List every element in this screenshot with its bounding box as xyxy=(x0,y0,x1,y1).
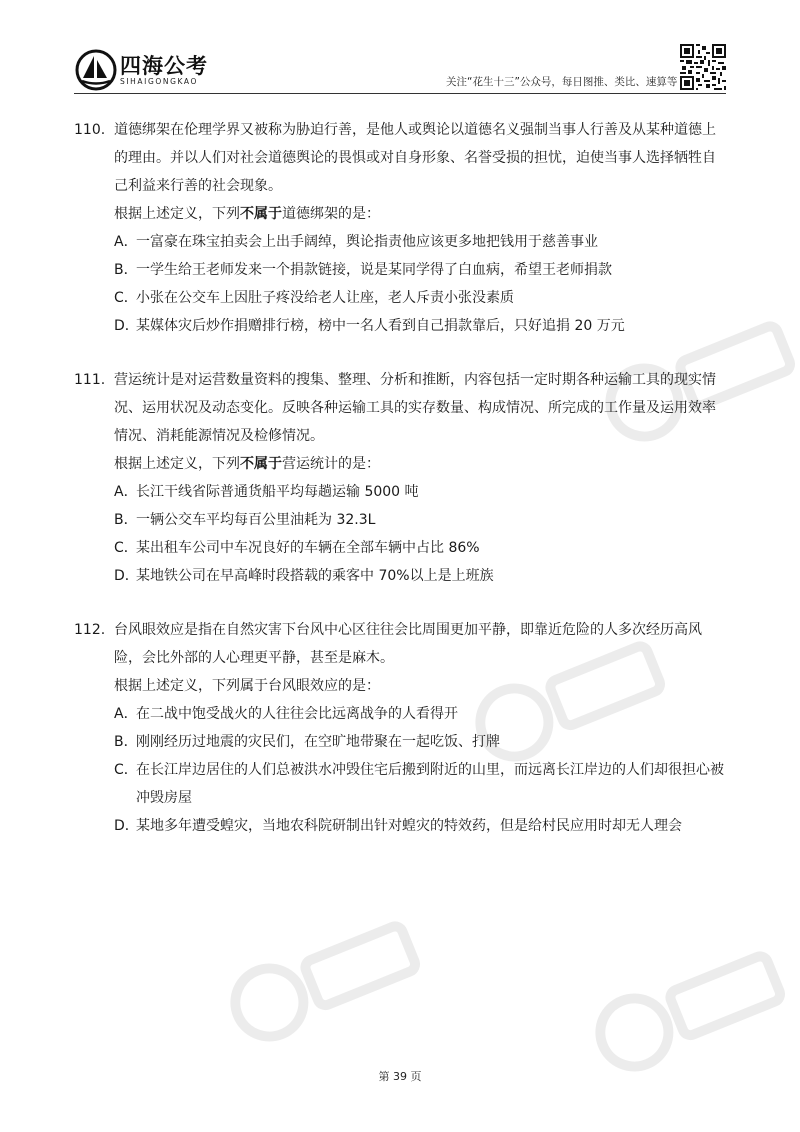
option-c xyxy=(74,284,734,312)
prompt-text: 根据上述定义，下列 xyxy=(114,206,240,222)
question-text: 道德绑架在伦理学界又被称为胁迫行善，是他人或舆论以道德名义强制当事人行善及从某种道德上的理由。并以人们对社会道德舆论的畏惧或对自身形象、名誉受损的担忧，迫使当事人选择牺牲自己利益来行善的社会现象。 xyxy=(114,122,716,194)
logo-text: 四海公考 xyxy=(120,54,208,78)
option-letter: C． xyxy=(114,290,138,306)
question-111 xyxy=(74,366,734,590)
question-text: 台风眼效应是指在自然灾害下台风中心区往往会比周围更加平静，即靠近危险的人多次经历高风险，会比外部的人心理更平静，甚至是麻木。 xyxy=(114,622,702,666)
option-c xyxy=(74,756,734,812)
option-letter: A． xyxy=(114,706,138,722)
option-text: 某地铁公司在早高峰时段搭载的乘客中 70%以上是上班族 xyxy=(136,568,494,584)
option-letter: C． xyxy=(114,762,138,778)
option-text: 刚刚经历过地震的灾民们，在空旷地带聚在一起吃饭、打牌 xyxy=(136,734,500,750)
question-112 xyxy=(74,616,734,840)
option-text: 一辆公交车平均每百公里油耗为 32.3L xyxy=(136,512,376,528)
option-text: 在二战中饱受战火的人往往会比远离战争的人看得开 xyxy=(136,706,458,722)
option-b xyxy=(74,256,734,284)
option-letter: B． xyxy=(114,512,138,528)
option-text: 小张在公交车上因肚子疼没给老人让座，老人斥责小张没素质 xyxy=(136,290,514,306)
option-d xyxy=(74,562,734,590)
option-b xyxy=(74,728,734,756)
logo-subtext: SIHAIGONGKAO xyxy=(120,77,198,86)
option-letter: A． xyxy=(114,484,138,500)
prompt-emphasis: 不属于 xyxy=(240,206,282,222)
prompt-text-end: 营运统计的是： xyxy=(282,456,380,472)
question-number: 110. xyxy=(74,122,106,138)
prompt-emphasis: 不属于 xyxy=(240,456,282,472)
header-divider xyxy=(74,93,726,94)
page-number: 第 39 页 xyxy=(378,1070,422,1083)
option-letter: A． xyxy=(114,234,138,250)
option-letter: B． xyxy=(114,262,138,278)
header-slogan: 关注“花生十三”公众号，每日图推、类比、速算等 xyxy=(446,76,678,88)
option-d xyxy=(74,312,734,340)
option-letter: D． xyxy=(114,318,139,334)
qr-code-icon xyxy=(680,44,726,90)
brand-logo xyxy=(74,48,214,96)
option-letter: D． xyxy=(114,568,139,584)
option-a xyxy=(74,228,734,256)
option-a xyxy=(74,700,734,728)
option-text: 某地多年遭受蝗灾，当地农科院研制出针对蝗灾的特效药，但是给村民应用时却无人理会 xyxy=(136,818,682,834)
question-110 xyxy=(74,116,734,340)
prompt-text: 根据上述定义，下列属于台风眼效应的是： xyxy=(114,678,380,694)
page-header xyxy=(0,0,800,100)
question-number: 111. xyxy=(74,372,106,388)
sailboat-logo-icon xyxy=(74,48,118,92)
question-text: 营运统计是对运营数量资料的搜集、整理、分析和推断，内容包括一定时期各种运输工具的现实情况、运用状况及动态变化。反映各种运输工具的实存数量、构成情况、所完成的工作量及运用效率情况、消耗能源情况及检修情况。 xyxy=(114,372,716,444)
option-c xyxy=(74,534,734,562)
question-prompt xyxy=(74,450,734,478)
option-a xyxy=(74,478,734,506)
question-list xyxy=(74,116,734,866)
option-text: 一富豪在珠宝拍卖会上出手阔绰，舆论指责他应该更多地把钱用于慈善事业 xyxy=(136,234,598,250)
option-text: 某媒体灾后炒作捐赠排行榜，榜中一名人看到自己捐款靠后，只好追捐 20 万元 xyxy=(136,318,625,334)
option-letter: C． xyxy=(114,540,138,556)
option-text: 长江干线省际普通货船平均每趟运输 5000 吨 xyxy=(136,484,419,500)
question-stem xyxy=(74,116,734,200)
option-letter: B． xyxy=(114,734,138,750)
option-b xyxy=(74,506,734,534)
prompt-text: 根据上述定义，下列 xyxy=(114,456,240,472)
option-text: 某出租车公司中车况良好的车辆在全部车辆中占比 86% xyxy=(136,540,480,556)
question-number: 112. xyxy=(74,622,106,638)
question-prompt xyxy=(74,672,734,700)
option-letter: D． xyxy=(114,818,139,834)
option-text: 一学生给王老师发来一个捐款链接，说是某同学得了白血病，希望王老师捐款 xyxy=(136,262,612,278)
question-stem xyxy=(74,616,734,672)
watermark-logo xyxy=(214,896,437,1064)
option-text: 在长江岸边居住的人们总被洪水冲毁住宅后搬到附近的山里，而远离长江岸边的人们却很担心被冲毁房屋 xyxy=(136,762,724,806)
option-d xyxy=(74,812,734,840)
question-prompt xyxy=(74,200,734,228)
prompt-text-end: 道德绑架的是： xyxy=(282,206,380,222)
question-stem xyxy=(74,366,734,450)
